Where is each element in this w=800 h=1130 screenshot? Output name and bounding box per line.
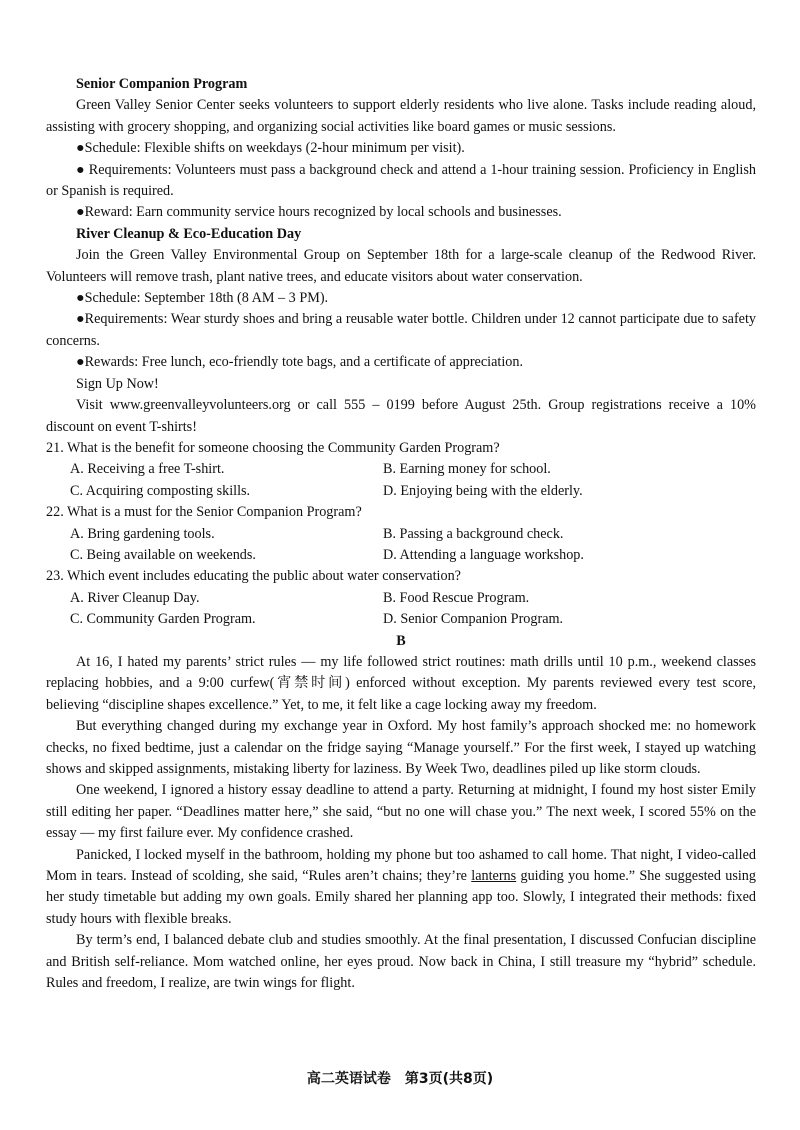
- question-23-option-c: C. Community Garden Program.: [70, 611, 256, 628]
- senior-reward: ●Reward: Earn community service hours recognized by local schools and businesses.: [76, 204, 562, 221]
- question-23-options-row1: [46, 588, 756, 609]
- signup-text: Visit www.greenvalleyvolunteers.org or call 555 – 0199 before August 25th. Group registrations receive a 10% discount on event T-shirts!: [46, 397, 756, 435]
- question-22-option-c: C. Being available on weekends.: [70, 546, 256, 563]
- question-23-option-d: D. Senior Companion Program.: [383, 611, 564, 628]
- passage-b-paragraph-2: But everything changed during my exchange year in Oxford. My host family’s approach shocked me: no homework checks, no fixed bedtime, just a calendar on the fridge saying “Manage yourself.” For the first week, I stayed up watching shows and skipped assignments, mistaking liberty for laziness. By Week Two, deadlines piled up like storm clouds.: [46, 718, 756, 777]
- underlined-word-lanterns: lanterns: [471, 868, 517, 885]
- question-22-stem: 22. What is a must for the Senior Companion Program?: [46, 504, 362, 521]
- river-cleanup-intro: Join the Green Valley Environmental Group on September 18th for a large-scale cleanup of the Redwood River. Volunteers will remove trash, plant native trees, and educate visitors about water conservation.: [46, 247, 756, 285]
- question-21-options-row2: [46, 481, 756, 502]
- river-requirements: ●Requirements: Wear sturdy shoes and bring a reusable water bottle. Children under 12 cannot participate due to safety concerns.: [46, 311, 756, 349]
- question-21-option-b: B. Earning money for school.: [383, 461, 551, 478]
- river-cleanup-title: River Cleanup & Eco-Education Day: [76, 225, 302, 242]
- question-23-stem: 23. Which event includes educating the public about water conservation?: [46, 568, 461, 585]
- river-rewards: ●Rewards: Free lunch, eco-friendly tote bags, and a certificate of appreciation.: [76, 354, 524, 371]
- question-21-stem: 21. What is the benefit for someone choosing the Community Garden Program?: [46, 439, 500, 456]
- question-21-option-a: A. Receiving a free T-shirt.: [70, 461, 225, 478]
- exam-page: [46, 74, 756, 994]
- question-22-option-a: A. Bring gardening tools.: [70, 525, 215, 542]
- passage-b-paragraph-3: One weekend, I ignored a history essay deadline to attend a party. Returning at midnight, I found my host sister Emily still editing her paper. “Deadlines matter here,” she said, “but no one will chase you.” The next week, I scored 55% on the essay — my first failure ever. My confidence crashed.: [46, 782, 756, 842]
- p4-text-after: guiding you home.” She suggested using her study timetable but adding my own goals. Emily shared her planning app too. Slowly, I integrated their methods: fixed study hours with flexible breaks.: [46, 868, 756, 927]
- p4-text-before: Panicked, I locked myself in the bathroom, holding my phone but too ashamed to call home. That night, I video-called Mom in tears. Instead of scolding, she said, “Rules aren’t chains; they’re: [46, 846, 756, 885]
- senior-schedule: ●Schedule: Flexible shifts on weekdays (2-hour minimum per visit).: [76, 140, 465, 157]
- question-21-option-c: C. Acquiring composting skills.: [70, 482, 251, 499]
- signup-title: Sign Up Now!: [76, 375, 159, 392]
- passage-b-paragraph-1: At 16, I hated my parents’ strict rules — my life followed strict routines: math drills until 10 p.m., weekend classes replacing hobbies, and a 9:00 curfew(宵禁时间) enforced without exception. My parents reviewed every test score, believing “discipline shapes excellence.” Yet, to me, it felt like a cage locking away my freedom.: [46, 653, 756, 713]
- passage-b-paragraph-5: By term’s end, I balanced debate club and studies smoothly. At the final presentation, I discussed Confucian discipline and British self-reliance. Mom watched online, her eyes proud. Now back in China, I still treasure my “hybrid” schedule. Rules and freedom, I realize, are twin wings for flight.: [46, 932, 756, 992]
- question-22-option-d: D. Attending a language workshop.: [383, 546, 584, 563]
- question-22-options-row2: [46, 545, 756, 566]
- senior-program-intro: Green Valley Senior Center seeks volunteers to support elderly residents who live alone. Tasks include reading aloud, assisting with grocery shopping, and organizing social activities like board games or music sessions.: [46, 97, 756, 135]
- page-footer: 高二英语试卷 第3页(共8页): [306, 1071, 494, 1087]
- senior-program-title: Senior Companion Program: [76, 76, 248, 92]
- question-21-options-row1: [46, 459, 756, 480]
- question-23-option-a: A. River Cleanup Day.: [70, 589, 200, 606]
- senior-requirements: ● Requirements: Volunteers must pass a background check and attend a 1-hour training session. Proficiency in English or Spanish is required.: [46, 161, 756, 200]
- river-schedule: ●Schedule: September 18th (8 AM – 3 PM).: [76, 290, 329, 307]
- question-22-option-b: B. Passing a background check.: [383, 525, 564, 542]
- question-21-option-d: D. Enjoying being with the elderly.: [383, 482, 583, 499]
- passage-b-paragraph-4: [46, 845, 756, 931]
- section-b-label: B: [396, 632, 406, 649]
- question-22-options-row1: [46, 524, 756, 545]
- question-23-option-b: B. Food Rescue Program.: [383, 589, 530, 606]
- question-23-options-row2: [46, 609, 756, 630]
